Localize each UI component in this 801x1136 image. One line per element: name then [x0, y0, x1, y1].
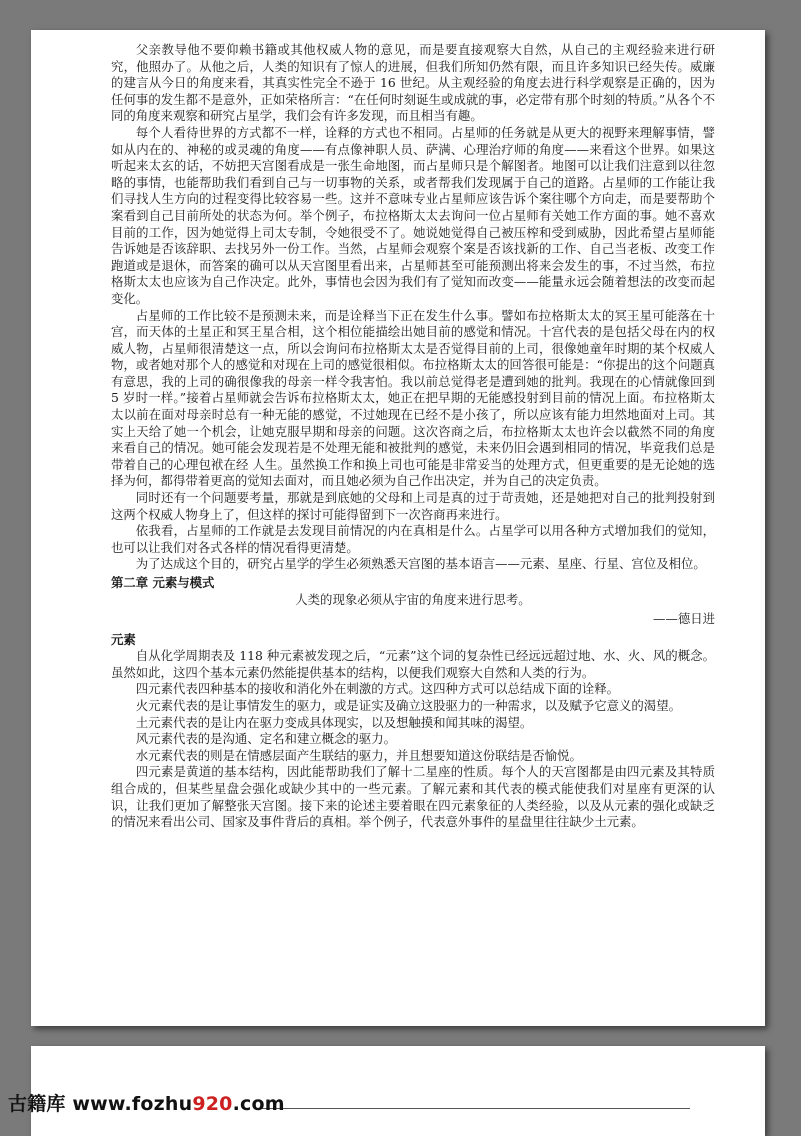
paragraph: 火元素代表的是让事情发生的驱力，或是证实及确立这股驱力的一种需求，以及赋予它意义的渴望。	[135, 697, 681, 713]
watermark-920: 920	[192, 1093, 233, 1115]
page-text	[111, 42, 715, 831]
chapter-title: 第二章 元素与模式	[111, 575, 215, 590]
paragraph: 风元素代表的是沟通、定名和建立概念的驱力。	[135, 731, 396, 747]
section-title: 元素	[111, 632, 136, 648]
document-page	[31, 30, 765, 1026]
epigraph-attribution: ——德日进	[653, 610, 715, 626]
page-rule	[260, 1108, 690, 1109]
paragraph: 每个人看待世界的方式都不一样，诠释的方式也不相同。占星师的任务就是从更大的视野来理解事情，譬如从内在的、神秘的或灵魂的角度——有点像神职人员、萨满、心理治疗师的角度——来看这个世界。如果这听起来太玄的话，不妨把天宫图看成是一张生命地图，而占星师只是个解图者。地图可以让我们注意到以往忽略的事情，也能帮助我们看到自己与一切事物的关系，或者帮我们发现属于自己的道路。占星师的工作能让我们寻找人生方向的过程变得比较容易一些。这并不意味专业占星师应该告诉个案往哪个方向走，而是要帮助个案看到自己目前所处的状态为何。举个例子，布拉格斯太太去询问一位占星师有关她工作方面的事。她不喜欢目前的工作，因为她觉得上司太专制，令她很受不了。她说她觉得自己被压榨和受到威胁，因此希望占星师能告诉她是否该辞职、去找另外一份工作。当然，占星师会观察个案是否该找新的工作、自己当老板、改变工作跑道或是退休，而答案的确可以从天宫图里看出来，占星师甚至可能预测出将来会发生的事，不过当然，布拉格斯太太也应该为自己作决定。此外，事情也会因为我们有了觉知而改变——能量永远会随着想法的改变而起变化。	[111, 124, 715, 306]
paragraph: 四元素代表四种基本的接收和消化外在刺激的方式。这四种方式可以总结成下面的诠释。	[135, 681, 620, 697]
paragraph: 占星师的工作比较不是预测未来，而是诠释当下正在发生什么事。譬如布拉格斯太太的冥王星可能落在十宫，而天体的土星正和冥王星合相，这个相位能描绘出她目前的感觉和情况。十宫代表的是包括父母在内的权威人物，占星师很清楚这一点，所以会询问布拉格斯太太是否觉得目前的上司，很像她童年时期的某个权威人物，或者她对那个人的感觉和对现在上司的感觉很相似。布拉格斯太太的回答很可能是：“你提出的这个问题真有意思，我的上司的确很像我的母亲一样令我害怕。我以前总觉得老是遭到她的批判。我现在的心情就像回到 5 岁时一样。”接着占星师就会告诉布拉格斯太太，她正在把早期的无能感投射到目前的情况上面。布拉格斯太太以前在面对母亲时总有一种无能的感觉，不过她现在已经不是小孩了，所以应该有能力坦然地面对上司。其实上天给了她一个机会，让她克服早期和母亲的问题。这次咨商之后，布拉格斯太太也许会以截然不同的角度来看自己的情况。她可能会发现若是不处理无能和被批判的感觉，未来仍旧会遇到相同的情况，毕竟我们总是带着自己的心理包袱在经 人生。虽然换工作和换上司也可能是非常妥当的处理方式，但更重要的是无论她的选择为何，都得带着更高的觉知去面对，而且她必须为自己作出决定，并为自己的决定负责。	[111, 307, 715, 489]
paragraph: 四元素是黄道的基本结构，因此能帮助我们了解十二星座的性质。每个人的天宫图都是由四元素及其特质组合成的，但某些星盘会强化或缺少其中的一些元素。了解元素和其代表的模式能使我们对星座有更深的认识，让我们更加了解整张天宫图。接下来的论述主要着眼在四元素象征的人类经验，以及从元素的强化或缺乏的情况来看出公司、国家及事件背后的真相。举个例子，代表意外事件的星盘里往往缺少土元素。	[111, 764, 715, 830]
site-watermark	[8, 1089, 285, 1116]
paragraph: 依我看，占星师的工作就是去发现目前情况的内在真相是什么。占星学可以用各种方式增加我们的觉知，也可以让我们对各式各样的情况看得更清楚。	[111, 523, 715, 555]
paragraph: 土元素代表的是让内在驱力变成具体现实，以及想触摸和闻其味的渴望。	[135, 714, 533, 730]
watermark-fozhu: fozhu	[131, 1093, 193, 1115]
paragraph: 同时还有一个问题要考量，那就是到底她的父母和上司是真的过于苛责她，还是她把对自己的批判投射到这两个权威人物身上了，但这样的探讨可能得留到下一次咨商再来进行。	[111, 490, 715, 522]
epigraph: 人类的现象必须从宇宙的角度来进行思考。	[295, 592, 531, 607]
watermark-suffix: .com	[232, 1093, 285, 1115]
paragraph: 为了达成这个目的，研究占星学的学生必须熟悉天宫图的基本语言——元素、星座、行星、宫位及相位。	[135, 556, 706, 572]
paragraph: 自从化学周期表及 118 种元素被发现之后，“元素”这个词的复杂性已经远远超过地、水、火、风的概念。虽然如此，这四个基本元素仍然能提供基本的结构，以便我们观察大自然和人类的行为。	[111, 648, 715, 680]
paragraph: 父亲教导他不要仰赖书籍或其他权威人物的意见，而是要直接观察大自然，从自己的主观经验来进行研究，他照办了。从他之后，人类的知识有了惊人的进展，但我们所知仍然有限，而且许多知识已经失传。威廉的建言从今日的角度来看，其真实性完全不逊于 16 世纪。从主观经验的角度去进行科学观察是正确的，因为任何事的发生都不是意外，正如荣格所言：“在任何时刻诞生或成就的事，必定带有那个时刻的特质。”从各个不同的角度来观察和研究占星学，我们会有许多发现，而且相当有趣。	[111, 42, 715, 124]
paragraph: 水元素代表的则是在情感层面产生联结的驱力，并且想要知道这份联结是否愉悦。	[135, 747, 582, 763]
watermark-prefix: 古籍库 www.	[8, 1093, 132, 1115]
